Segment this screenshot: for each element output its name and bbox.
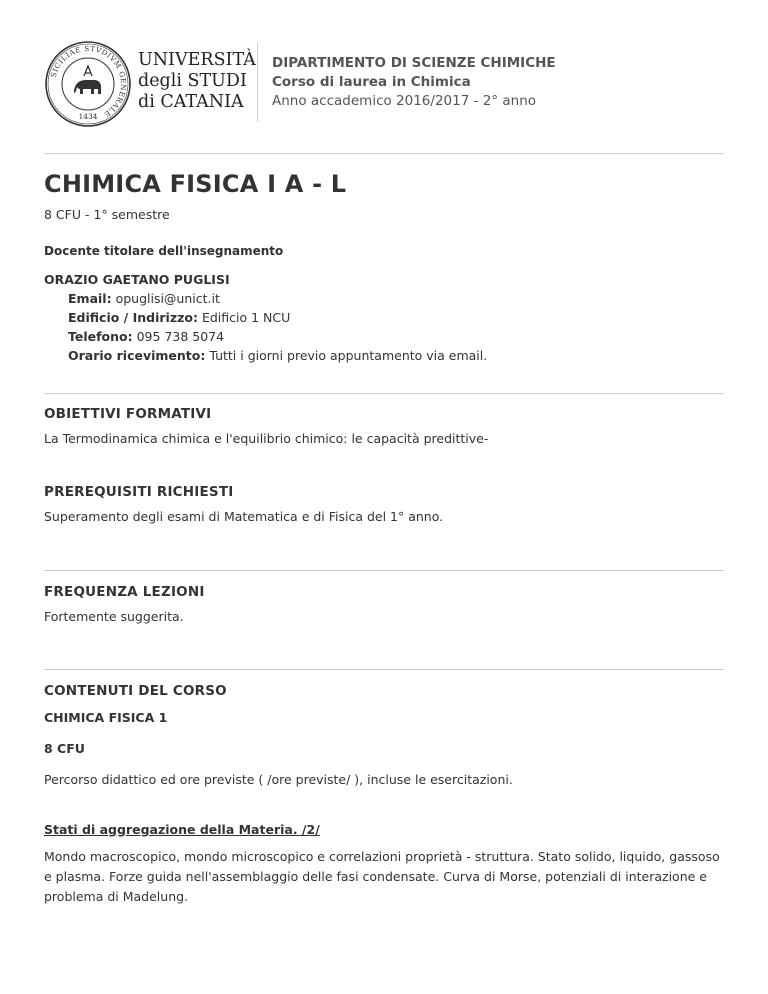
section-text-prerequisites: Superamento degli esami di Matematica e di Fisica del 1° anno. bbox=[44, 509, 444, 524]
teacher-heading: Docente titolare dell'insegnamento bbox=[44, 244, 284, 258]
contents-intro: Percorso didattico ed ore previste ( /ore previste/ ), incluse le esercitazioni. bbox=[44, 772, 513, 787]
teacher-info bbox=[44, 270, 487, 365]
course-title: CHIMICA FISICA I A - L bbox=[44, 170, 347, 198]
teacher-name: ORAZIO GAETANO PUGLISI bbox=[44, 272, 230, 287]
phone-label: Telefono: bbox=[68, 329, 133, 344]
teacher-phone-row bbox=[44, 327, 487, 346]
teacher-hours-row bbox=[44, 346, 487, 365]
section-text-objectives: La Termodinamica chimica e l'equilibrio chimico: le capacità predittive- bbox=[44, 431, 489, 446]
university-name bbox=[138, 50, 256, 113]
module-name: CHIMICA FISICA 1 bbox=[44, 710, 168, 725]
topic-text: Mondo macroscopico, mondo microscopico e correlazioni proprietà - struttura. Stato solido, liquido, gassoso e plasma. Forze guida nell'assemblaggio delle fasi condensate. Curva di Morse, potenziali di interazione e problema di Madelung. bbox=[44, 849, 720, 904]
teacher-email[interactable]: opuglisi@unict.it bbox=[115, 291, 220, 306]
academic-year: Anno accademico 2016/2017 - 2° anno bbox=[272, 93, 537, 109]
section-heading-objectives: OBIETTIVI FORMATIVI bbox=[44, 406, 212, 422]
section-heading-prerequisites: PREREQUISITI RICHIESTI bbox=[44, 484, 234, 500]
section-heading-contents: CONTENUTI DEL CORSO bbox=[44, 683, 227, 699]
divider bbox=[44, 669, 724, 670]
divider bbox=[44, 393, 724, 394]
section-text-attendance: Fortemente suggerita. bbox=[44, 609, 184, 624]
university-name-line: di CATANIA bbox=[138, 92, 244, 112]
course-credits: 8 CFU - 1° semestre bbox=[44, 207, 170, 222]
svg-text:1434: 1434 bbox=[78, 112, 98, 121]
divider bbox=[44, 570, 724, 571]
divider bbox=[44, 153, 724, 154]
teacher-hours: Tutti i giorni previo appuntamento via email. bbox=[209, 348, 488, 363]
department-name: DIPARTIMENTO DI SCIENZE CHIMICHE bbox=[272, 55, 556, 71]
teacher-building: Edificio 1 NCU bbox=[201, 310, 291, 325]
topic-heading: Stati di aggregazione della Materia. /2/ bbox=[44, 822, 320, 837]
svg-text:SICILIAE STVDIVM GENERALE: SICILIAE STVDIVM GENERALE bbox=[48, 43, 129, 120]
degree-course: Corso di laurea in Chimica bbox=[272, 74, 471, 90]
teacher-phone: 095 738 5074 bbox=[136, 329, 225, 344]
hours-label: Orario ricevimento: bbox=[68, 348, 206, 363]
header-divider bbox=[257, 42, 258, 122]
section-heading-attendance: FREQUENZA LEZIONI bbox=[44, 584, 205, 600]
university-seal-icon bbox=[44, 40, 132, 128]
university-name-line: degli STUDI bbox=[138, 71, 247, 91]
teacher-building-row bbox=[44, 308, 487, 327]
teacher-email-row bbox=[44, 289, 487, 308]
module-credits: 8 CFU bbox=[44, 741, 85, 756]
department-info bbox=[272, 54, 556, 111]
page-header bbox=[44, 40, 724, 126]
building-label: Edificio / Indirizzo: bbox=[68, 310, 198, 325]
email-label: Email: bbox=[68, 291, 112, 306]
university-name-line: UNIVERSITÀ bbox=[138, 50, 256, 70]
